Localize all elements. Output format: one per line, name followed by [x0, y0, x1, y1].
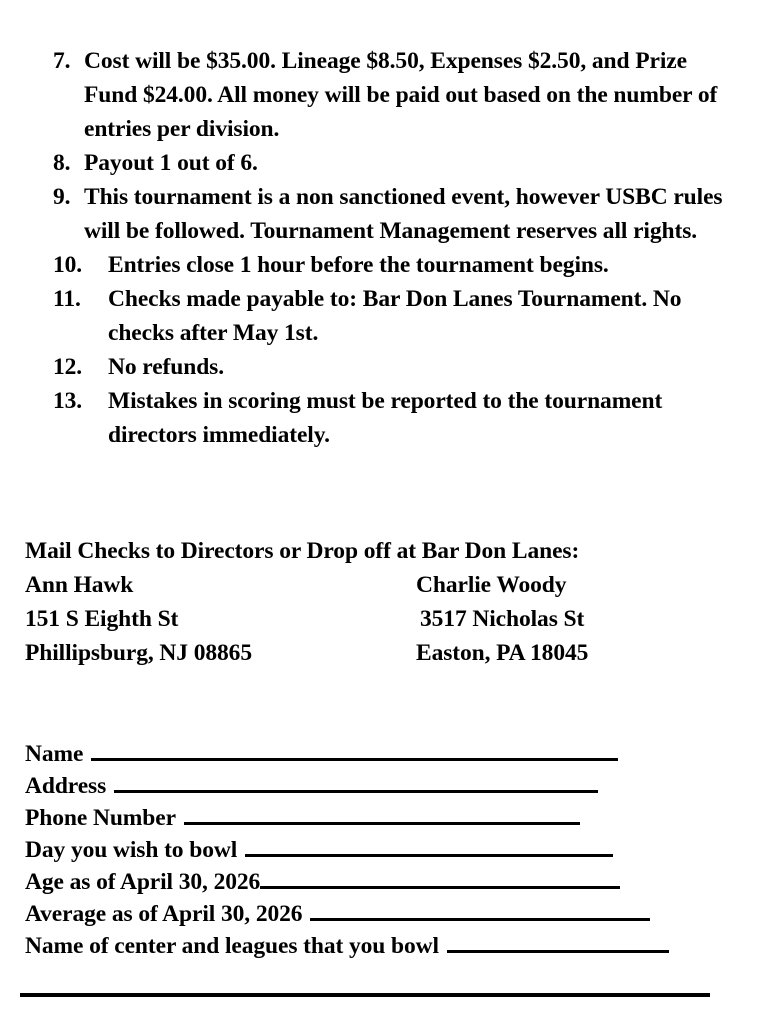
form-blank-average[interactable]	[310, 896, 650, 921]
rule-text: Mistakes in scoring must be reported to the tournament directors immediately.	[108, 388, 663, 448]
rule-number: 12.	[53, 354, 83, 380]
form-blank-day-to-bowl[interactable]	[245, 832, 613, 857]
director-1-city: Phillipsburg, NJ 08865	[25, 640, 252, 666]
rule-text: Entries close 1 hour before the tournament begins.	[108, 252, 609, 278]
form-row-phone-number	[25, 800, 745, 832]
director-1-name: Ann Hawk	[25, 572, 134, 598]
director-city-row	[25, 636, 744, 670]
rules-list	[0, 44, 769, 452]
director-street-row	[25, 602, 744, 636]
form-label-name: Name	[25, 741, 84, 767]
director-2-name: Charlie Woody	[416, 572, 567, 598]
entry-form	[25, 736, 745, 960]
form-blank-address[interactable]	[114, 768, 598, 793]
mail-checks-heading: Mail Checks to Directors or Drop off at Bar Don Lanes:	[25, 538, 580, 564]
rule-item	[0, 282, 769, 350]
form-label-center-and-leagues: Name of center and leagues that you bowl	[25, 933, 439, 959]
director-1-street: 151 S Eighth St	[25, 606, 179, 632]
mail-checks-block	[25, 534, 744, 670]
rule-number: 7.	[53, 48, 71, 74]
rule-number: 10.	[53, 252, 83, 278]
form-label-age: Age as of April 30, 2026	[25, 869, 261, 895]
form-label-day-to-bowl: Day you wish to bowl	[25, 837, 238, 863]
rule-text: Payout 1 out of 6.	[84, 150, 258, 176]
form-label-average: Average as of April 30, 2026	[25, 901, 303, 927]
form-row-average	[25, 896, 745, 928]
rule-text: Checks made payable to: Bar Don Lanes Tournament. No checks after May 1st.	[108, 286, 682, 346]
form-blank-center-and-leagues[interactable]	[447, 928, 669, 953]
rule-number: 11.	[53, 286, 81, 312]
form-blank-age[interactable]	[260, 864, 620, 889]
directors-columns	[25, 568, 744, 670]
form-label-phone-number: Phone Number	[25, 805, 176, 831]
form-blank-phone-number[interactable]	[184, 800, 580, 825]
form-row-name	[25, 736, 745, 768]
rule-text: No refunds.	[108, 354, 224, 380]
rule-number: 8.	[53, 150, 71, 176]
director-name-row	[25, 568, 744, 602]
form-row-day-to-bowl	[25, 832, 745, 864]
rule-item	[0, 384, 769, 452]
form-blank-name[interactable]	[91, 736, 618, 761]
form-row-center-and-leagues	[25, 928, 745, 960]
rule-text: Cost will be $35.00. Lineage $8.50, Expenses $2.50, and Prize Fund $24.00. All money will be paid out based on the number of entries per division.	[84, 48, 718, 142]
rule-text: This tournament is a non sanctioned event, however USBC rules will be followed. Tournament Management reserves all rights.	[84, 184, 723, 244]
form-label-address: Address	[25, 773, 107, 799]
rule-item	[0, 248, 769, 282]
rule-item	[0, 180, 769, 248]
form-blank-continuation-line[interactable]	[20, 993, 710, 997]
rule-item	[0, 146, 769, 180]
form-row-address	[25, 768, 745, 800]
rule-item	[0, 44, 769, 146]
rule-item	[0, 350, 769, 384]
rule-number: 13.	[53, 388, 83, 414]
rule-number: 9.	[53, 184, 71, 210]
director-2-street: 3517 Nicholas St	[420, 606, 585, 632]
director-2-city: Easton, PA 18045	[416, 640, 589, 666]
form-row-age	[25, 864, 745, 896]
